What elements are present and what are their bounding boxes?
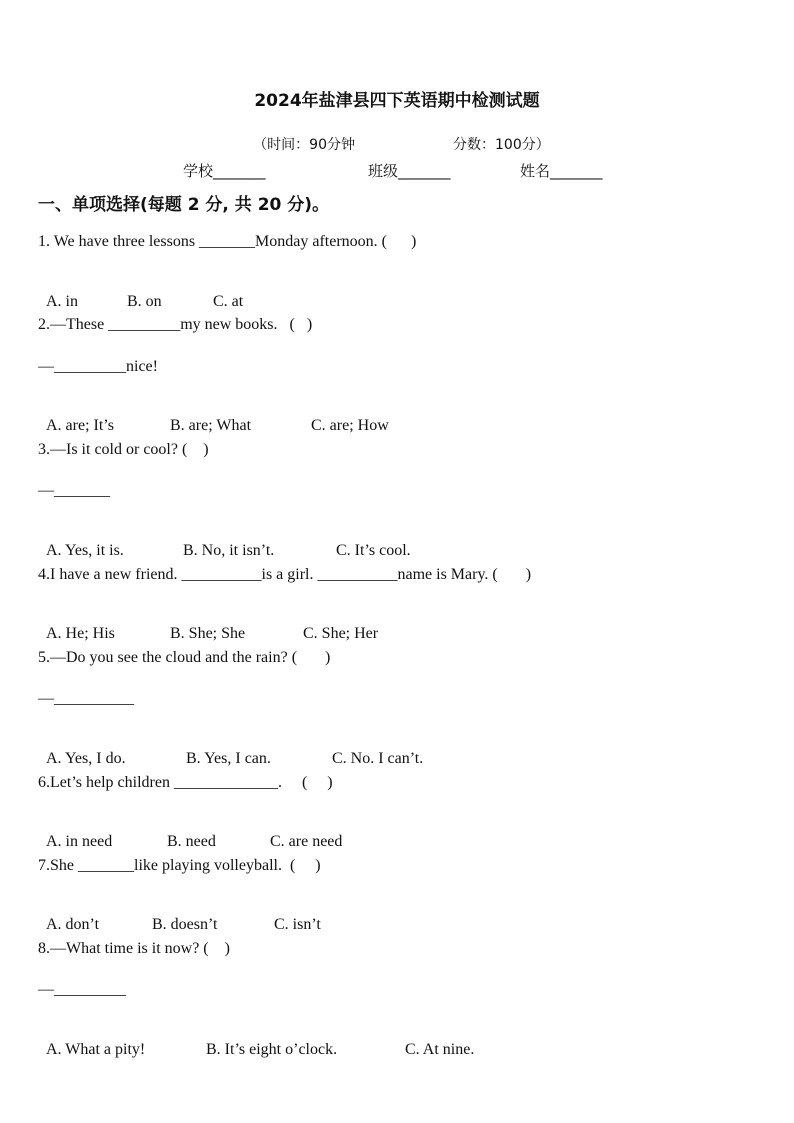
question-2-reply: —_________nice! xyxy=(38,358,158,375)
option-b[interactable]: B. Yes, I can. xyxy=(186,750,271,767)
section-title: 一、单项选择(每题 2 分, 共 20 分)。 xyxy=(38,195,330,215)
option-b[interactable]: B. are; What xyxy=(170,417,252,434)
option-c[interactable]: C. are; How xyxy=(311,417,389,434)
option-c[interactable]: C. at xyxy=(213,293,244,310)
name-field[interactable]: 姓名_______ xyxy=(520,162,603,180)
question-3-reply: —_______ xyxy=(38,482,110,499)
page-title: 2024年盐津县四下英语期中检测试题 xyxy=(254,91,540,111)
question-4-stem: 4.I have a new friend. __________is a girl. __________name is Mary. ( ) xyxy=(38,566,532,583)
option-a[interactable]: A. Yes, I do. xyxy=(46,750,126,767)
question-5-reply: —__________ xyxy=(38,690,134,707)
question-4-options xyxy=(38,607,378,643)
exam-score: 分数：100分） xyxy=(453,137,550,153)
question-3-stem: 3.—Is it cold or cool? ( ) xyxy=(38,441,209,458)
option-b[interactable]: B. doesn’t xyxy=(152,916,218,933)
option-b[interactable]: B. It’s eight o’clock. xyxy=(206,1041,338,1058)
option-b[interactable]: B. need xyxy=(167,833,216,850)
option-a[interactable]: A. are; It’s xyxy=(46,417,114,434)
question-2-options xyxy=(38,399,389,435)
option-a[interactable]: A. don’t xyxy=(46,916,100,933)
question-6-stem: 6.Let’s help children _____________. ( ) xyxy=(38,774,333,791)
question-1-options xyxy=(38,275,243,311)
option-a[interactable]: A. He; His xyxy=(46,625,115,642)
school-field[interactable]: 学校_______ xyxy=(183,162,266,180)
option-c[interactable]: C. She; Her xyxy=(303,625,379,642)
option-b[interactable]: B. No, it isn’t. xyxy=(183,542,275,559)
option-a[interactable]: A. What a pity! xyxy=(46,1041,146,1058)
question-6-options xyxy=(38,815,342,851)
option-c[interactable]: C. At nine. xyxy=(405,1041,475,1058)
question-7-options xyxy=(38,898,321,934)
exam-time: （时间：90分钟 xyxy=(253,137,355,153)
question-5-options xyxy=(38,732,423,768)
option-c[interactable]: C. It’s cool. xyxy=(336,542,411,559)
question-8-stem: 8.—What time is it now? ( ) xyxy=(38,940,230,957)
option-a[interactable]: A. in xyxy=(46,293,78,310)
question-3-options xyxy=(38,524,411,560)
question-8-reply: —_________ xyxy=(38,981,126,998)
option-c[interactable]: C. isn’t xyxy=(274,916,321,933)
question-1-stem: 1. We have three lessons _______Monday afternoon. ( ) xyxy=(38,233,417,250)
option-b[interactable]: B. She; She xyxy=(170,625,246,642)
option-a[interactable]: A. in need xyxy=(46,833,113,850)
option-a[interactable]: A. Yes, it is. xyxy=(46,542,124,559)
question-2-stem: 2.—These _________my new books. ( ) xyxy=(38,316,313,333)
option-c[interactable]: C. are need xyxy=(270,833,343,850)
question-8-options xyxy=(38,1023,474,1059)
exam-meta xyxy=(0,118,794,154)
class-field[interactable]: 班级_______ xyxy=(368,162,451,180)
option-b[interactable]: B. on xyxy=(127,293,162,310)
question-7-stem: 7.She _______like playing volleyball. ( ) xyxy=(38,857,321,874)
option-c[interactable]: C. No. I can’t. xyxy=(332,750,424,767)
question-5-stem: 5.—Do you see the cloud and the rain? ( ) xyxy=(38,649,331,666)
